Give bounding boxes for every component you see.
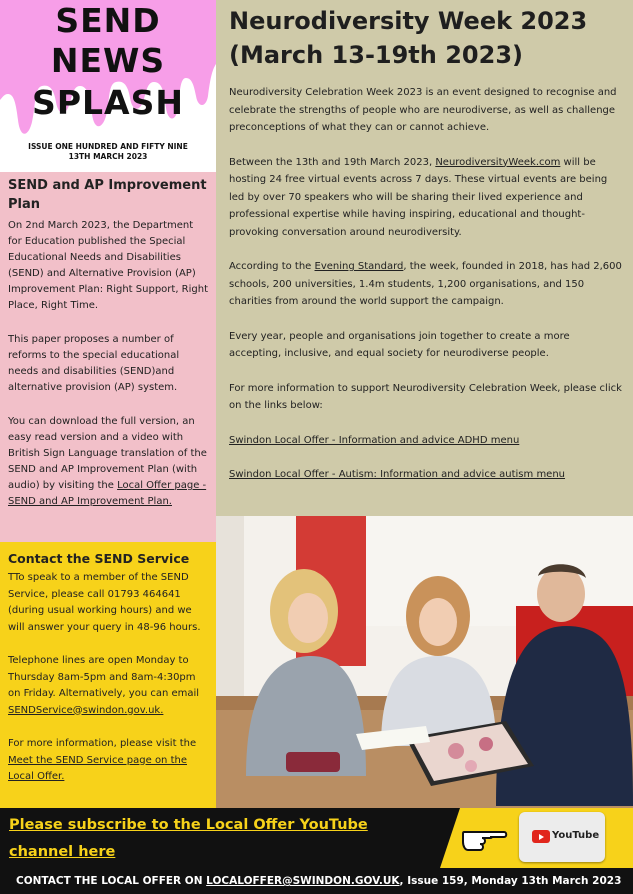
- adhd-link-paragraph: [229, 432, 623, 450]
- evening-standard-link[interactable]: Evening Standard: [314, 261, 404, 272]
- contact-para-2-text: Telephone lines are open Monday to Thursday 8am-5pm and 8am-4:30pm on Friday. Alternatively, you can email: [8, 655, 200, 699]
- subscribe-youtube-link[interactable]: Please subscribe to the Local Offer YouTube channel here: [9, 817, 368, 860]
- issue-date: 13TH MARCH 2023: [68, 152, 148, 161]
- article-title: Neurodiversity Week 2023 (March 13-19th 2023): [229, 7, 588, 69]
- issue-number: ISSUE ONE HUNDRED AND FIFTY NINE: [28, 142, 188, 151]
- article-para-4: Every year, people and organisations join together to create a more accepting, inclusive, and equal society for neurodiverse people.: [229, 330, 570, 359]
- adhd-advice-link[interactable]: Swindon Local Offer - Information and advice ADHD menu: [229, 434, 520, 446]
- contact-send-service-section: [0, 542, 216, 808]
- youtube-play-icon: [532, 830, 550, 843]
- footer-issue-info: , Issue 159, Monday 13th March 2023: [399, 875, 622, 887]
- improvement-heading: SEND and AP Improvement Plan: [8, 178, 207, 212]
- contact-para-3: [8, 736, 209, 786]
- improvement-para-3-text: You can download the full version, an easy read version and a video with British Sign Language translation of the SEND and AP Improvement Plan (with audio) by visiting the: [8, 416, 207, 491]
- improvement-para-3: [8, 414, 209, 510]
- autism-advice-link[interactable]: Swindon Local Offer - Autism: Information and advice autism menu: [229, 469, 566, 480]
- youtube-button-label: YouTube: [552, 830, 600, 841]
- improvement-para-1: On 2nd March 2023, the Department for Education published the Special Educational Needs and Disabilities (SEND) and Alternative Provision (AP) Improvement Plan: Right Support, Right Place, Right Time.: [8, 220, 209, 311]
- contact-para-3-text: For more information, please visit the: [8, 738, 197, 749]
- send-service-email-link[interactable]: SENDService@swindon.gov.uk.: [8, 704, 164, 716]
- family-photo-illustration: [216, 516, 633, 808]
- meet-send-service-link[interactable]: Meet the SEND Service page on the Local Offer.: [8, 754, 187, 782]
- improvement-para-2: This paper proposes a number of reforms to the special educational needs and disabilities (SEND)and alternative provision (AP) system.: [8, 334, 180, 393]
- contact-heading: Contact the SEND Service: [8, 551, 190, 566]
- article-para-2: [229, 154, 623, 242]
- family-photo: [216, 516, 633, 808]
- article-para-3-after: , the week, founded in 2018, has had 2,600 schools, 200 universities, 1.4m students, 1,200 organisations, and 150 charities from around the world support the campaign.: [229, 261, 622, 307]
- improvement-plan-section: [0, 172, 216, 542]
- article-para-3-before: According to the: [229, 261, 315, 272]
- masthead: [0, 0, 216, 172]
- article-para-2-after: will be hosting 24 free virtual events across 7 days. These virtual events are being led by over 70 speakers who will be sharing their lived experience and professional expertise while having inspiring, educational and thought-provoking conversation around neurodiversity.: [229, 156, 608, 238]
- autism-link-paragraph: [229, 466, 623, 484]
- masthead-title-line-2: NEWS: [50, 41, 166, 80]
- youtube-button[interactable]: [519, 812, 605, 862]
- pointing-hand-icon: [460, 818, 510, 858]
- article-para-5: For more information to support Neurodiversity Celebration Week, please click on the links below:: [229, 382, 622, 411]
- contact-para-2: [8, 653, 209, 719]
- article-para-1: Neurodiversity Celebration Week 2023 is an event designed to recognise and celebrate the strengths of people who are neurodiverse, as well as challenge preconceptions of what they can or cannot achieve.: [229, 87, 617, 133]
- contact-para-1: TTo speak to a member of the SEND Service, please call 01793 464641 (during usual working hours) and we will answer your query in 48-96 hours.: [8, 572, 201, 633]
- footer-contact-bar: [0, 868, 633, 894]
- masthead-title-line-1: SEND: [55, 1, 161, 40]
- masthead-title-line-3: SPLASH: [32, 83, 184, 122]
- neurodiversity-week-link[interactable]: NeurodiversityWeek.com: [435, 156, 561, 168]
- article-para-3: [229, 258, 623, 311]
- improvement-plan-link[interactable]: Local Offer page - SEND and AP Improvement Plan.: [8, 480, 207, 507]
- neurodiversity-article: [216, 0, 633, 516]
- footer-prefix: CONTACT THE LOCAL OFFER ON: [16, 875, 207, 887]
- article-para-2-before: Between the 13th and 19th March 2023,: [229, 156, 436, 168]
- local-offer-email-link[interactable]: LOCALOFFER@SWINDON.GOV.UK: [206, 875, 400, 887]
